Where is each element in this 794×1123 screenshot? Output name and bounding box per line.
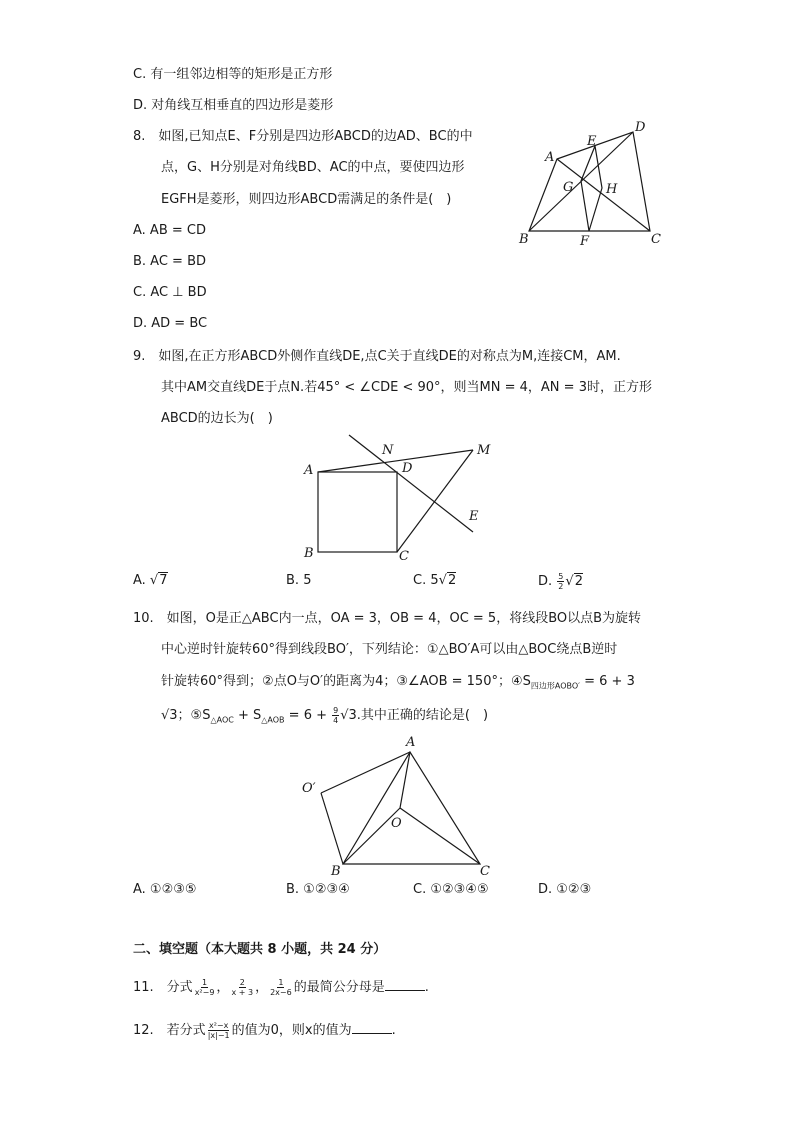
q9-option-b: B. 5	[286, 573, 312, 588]
q9-label-b: B	[304, 546, 314, 561]
q8-label-d: D	[635, 120, 646, 135]
q12-answer-blank[interactable]	[352, 1021, 392, 1034]
q8-diagonal-ac	[557, 159, 650, 231]
q10-stem-line4: √3；$⑤S_{\triangle AOC} + S_{\triangle AOB} = 6$ + $\frac{9}{4}$ √3.其中正确的结论是( )	[161, 706, 489, 725]
q10-label-c: C	[480, 864, 490, 879]
q10-stem-line2: 中心逆时针旋转60°得到线段BO′，下列结论：①△BO′A可以由△BOC绕点B逆时	[161, 642, 618, 657]
q9-line-am	[318, 450, 473, 472]
section-title-fill-in: 二、填空题（本大题共 8 小题，共 24 分）	[133, 942, 387, 957]
q10-figure	[295, 730, 505, 880]
q10-option-a: A. ①②③⑤	[133, 882, 197, 897]
q8-stem-line1: 8. 如图,已知点E、F分别是四边形ABCD的边AD、BC的中	[133, 129, 473, 144]
q9-stem-line3: ABCD的边长为( )	[161, 411, 273, 426]
q8-label-a: A	[545, 150, 555, 165]
q10-label-o-prime: O′	[302, 781, 316, 796]
q9-label-n: N	[382, 443, 394, 458]
q9-option-a: A. √7	[133, 573, 168, 588]
q8-option-c: C. AC ⊥ BD	[133, 285, 207, 300]
q9-stem-line1: 9. 如图,在正方形ABCD外侧作直线DE,点C关于直线DE的对称点为M,连接CM，AM.	[133, 349, 621, 364]
q9-label-e: E	[469, 509, 479, 524]
q8-option-d: D. AD = BC	[133, 316, 208, 331]
q10-stem-line3: 针旋转60°得到；②点O与O′的距离为4；③∠AOB = 150°；$④S_{四边形AOBO'} = 6 + 3$	[161, 674, 635, 691]
q8-option-a: A. AB = CD	[133, 223, 206, 238]
q8-label-b: B	[519, 232, 529, 247]
q10-label-o: O	[391, 816, 402, 831]
q10-option-b: B. ①②③④	[286, 882, 350, 897]
q9-square	[318, 472, 397, 552]
q9-option-d: D. $\frac{5}{2}$ √2	[538, 572, 583, 591]
q10-segment-bo-prime	[321, 793, 343, 864]
q10-segment-ao-prime	[321, 752, 410, 793]
q8-stem-line2: 点，G、H分别是对角线BD、AC的中点，要使四边形	[161, 160, 465, 175]
q8-label-h: H	[606, 182, 618, 197]
q12-stem: 12. 若分式 $\frac{\text{x²−x}}{|x|-1}$ 的值为0，则x的值为 .	[133, 1021, 396, 1040]
q9-line-de	[349, 435, 473, 532]
q9-stem-line2: 其中AM交直线DE于点N.若45° < ∠CDE < 90°，则当MN = 4，AN = 3时，正方形	[161, 380, 652, 395]
q9-label-d: D	[402, 461, 413, 476]
q9-figure	[295, 430, 500, 565]
q10-label-b: B	[331, 864, 341, 879]
q11-stem: 11. 分式 $\frac{1}{\text{x²−9}}$ ， $\frac{2}{x + 3}$ ， $\frac{1}{2x-6}$ 的最简公分母是 .	[133, 978, 429, 997]
q9-option-c: C. 5√2	[413, 573, 457, 588]
q8-label-e: E	[587, 134, 597, 149]
q8-label-g: G	[563, 180, 574, 195]
q7-option-c: C. 有一组邻边相等的矩形是正方形	[133, 67, 333, 82]
q8-option-b: B. AC = BD	[133, 254, 207, 269]
q9-label-c: C	[399, 549, 409, 564]
q8-figure	[505, 115, 675, 250]
q7-option-d: D. 对角线互相垂直的四边形是菱形	[133, 98, 334, 113]
q10-option-c: C. ①②③④⑤	[413, 882, 489, 897]
q8-label-f: F	[580, 234, 590, 249]
q9-label-a: A	[304, 463, 314, 478]
q9-label-m: M	[477, 443, 491, 458]
q11-answer-blank[interactable]	[385, 978, 425, 991]
q10-segment-oc	[400, 808, 480, 864]
q10-label-a: A	[406, 735, 416, 750]
q10-option-d: D. ①②③	[538, 882, 592, 897]
q10-triangle-abc	[343, 752, 480, 864]
q8-label-c: C	[651, 232, 661, 247]
q10-stem-line1: 10. 如图，O是正△ABC内一点，OA = 3，OB = 4，OC = 5，将线段BO以点B为旋转	[133, 611, 642, 626]
q8-stem-line3: EGFH是菱形，则四边形ABCD需满足的条件是( )	[161, 192, 452, 207]
q8-egfh	[581, 146, 602, 231]
